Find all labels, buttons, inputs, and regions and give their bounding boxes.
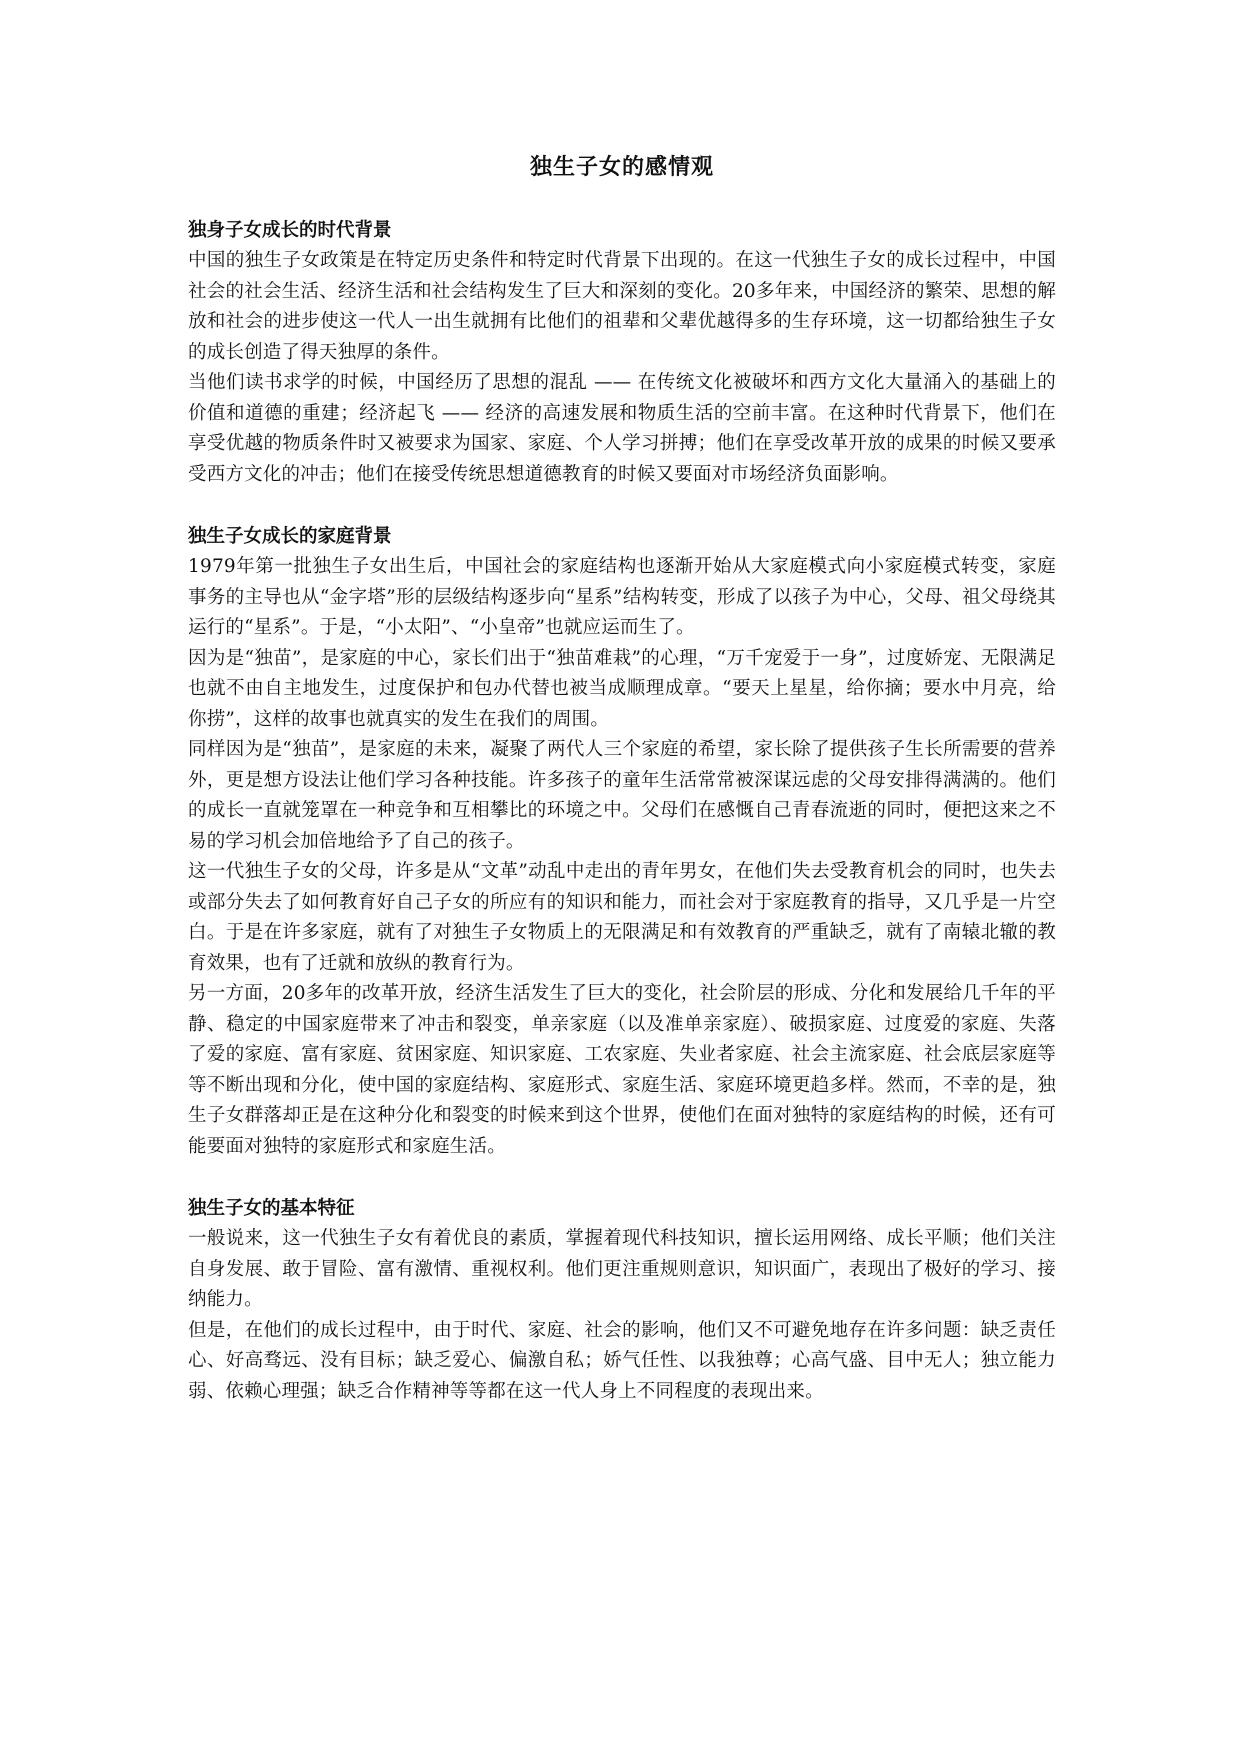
paragraph: 这一代独生子女的父母，许多是从“文革”动乱中走出的青年男女，在他们失去受教育机会的同时，也失去或部分失去了如何教育好自己子女的所应有的知识和能力，而社会对于家庭教育的指导，又几乎是一片空白。于是在许多家庭，就有了对独生子女物质上的无限满足和有效教育的严重缺乏，就有了南辕北辙的教育效果，也有了迁就和放纵的教育行为。	[188, 861, 1056, 974]
section-family-background	[188, 522, 1056, 1162]
paragraph: 1979年第一批独生子女出生后，中国社会的家庭结构也逐渐开始从大家庭模式向小家庭模式转变，家庭事务的主导也从“金字塔”形的层级结构逐步向“星系”结构转变，形成了以孩子为中心，父母、祖父母绕其运行的“星系”。于是，“小太阳”、“小皇帝”也就应运而生了。	[188, 556, 1056, 638]
paragraph: 因为是“独苗”，是家庭的中心，家长们出于“独苗难栽”的心理，“万千宠爱于一身”，过度娇宠、无限满足也就不由自主地发生，过度保护和包办代替也被当成顺理成章。“要天上星星，给你摘；要水中月亮，给你捞”，这样的故事也就真实的发生在我们的周围。	[188, 647, 1056, 730]
paragraph: 另一方面，20多年的改革开放，经济生活发生了巨大的变化，社会阶层的形成、分化和发展给几千年的平静、稳定的中国家庭带来了冲击和裂变，单亲家庭（以及准单亲家庭）、破损家庭、过度爱的家庭、失落了爱的家庭、富有家庭、贫困家庭、知识家庭、工农家庭、失业者家庭、社会主流家庭、社会底层家庭等等不断出现和分化，使中国的家庭结构、家庭形式、家庭生活、家庭环境更趋多样。然而，不幸的是，独生子女群落却正是在这种分化和裂变的时候来到这个世界，使他们在面对独特的家庭结构的时候，还有可能要面对独特的家庭形式和家庭生活。	[188, 983, 1056, 1157]
document-title: 独生子女的感情观	[529, 155, 714, 180]
section-basic-traits	[188, 1194, 1056, 1407]
section-heading: 独生子女成长的家庭背景	[188, 526, 392, 547]
section-heading: 独身子女成长的时代背景	[188, 220, 392, 241]
paragraph: 当他们读书求学的时候，中国经历了思想的混乱 —— 在传统文化被破坏和西方文化大量涌入的基础上的价值和道德的重建；经济起飞 —— 经济的高速发展和物质生活的空前丰富。在这种时代背景下，他们在享受优越的物质条件时又被要求为国家、家庭、个人学习拼搏；他们在享受改革开放的成果的时候又要承受西方文化的冲击；他们在接受传统思想道德教育的时候又要面对市场经济负面影响。	[188, 372, 1056, 485]
section-heading: 独生子女的基本特征	[188, 1198, 355, 1219]
paragraph: 但是，在他们的成长过程中，由于时代、家庭、社会的影响，他们又不可避免地存在许多问题：缺乏责任心、好高骛远、没有目标；缺乏爱心、偏激自私；娇气任性、以我独尊；心高气盛、目中无人；独立能力弱、依赖心理强；缺乏合作精神等等都在这一代人身上不同程度的表现出来。	[188, 1319, 1056, 1402]
paragraph: 中国的独生子女政策是在特定历史条件和特定时代背景下出现的。在这一代独生子女的成长过程中，中国社会的社会生活、经济生活和社会结构发生了巨大和深刻的变化。20多年来，中国经济的繁荣、思想的解放和社会的进步使这一代人一出生就拥有比他们的祖辈和父辈优越得多的生存环境，这一切都给独生子女的成长创造了得天独厚的条件。	[188, 250, 1056, 363]
paragraph: 一般说来，这一代独生子女有着优良的素质，掌握着现代科技知识，擅长运用网络、成长平顺；他们关注自身发展、敢于冒险、富有激情、重视权利。他们更注重规则意识，知识面广，表现出了极好的学习、接纳能力。	[188, 1228, 1056, 1310]
document-page	[188, 148, 1056, 1439]
section-era-background	[188, 216, 1056, 490]
paragraph: 同样因为是“独苗”，是家庭的未来，凝聚了两代人三个家庭的希望，家长除了提供孩子生长所需要的营养外，更是想方设法让他们学习各种技能。许多孩子的童年生活常常被深谋远虑的父母安排得满满的。他们的成长一直就笼罩在一种竞争和互相攀比的环境之中。父母们在感慨自己青春流逝的同时，便把这来之不易的学习机会加倍地给予了自己的孩子。	[188, 739, 1056, 852]
